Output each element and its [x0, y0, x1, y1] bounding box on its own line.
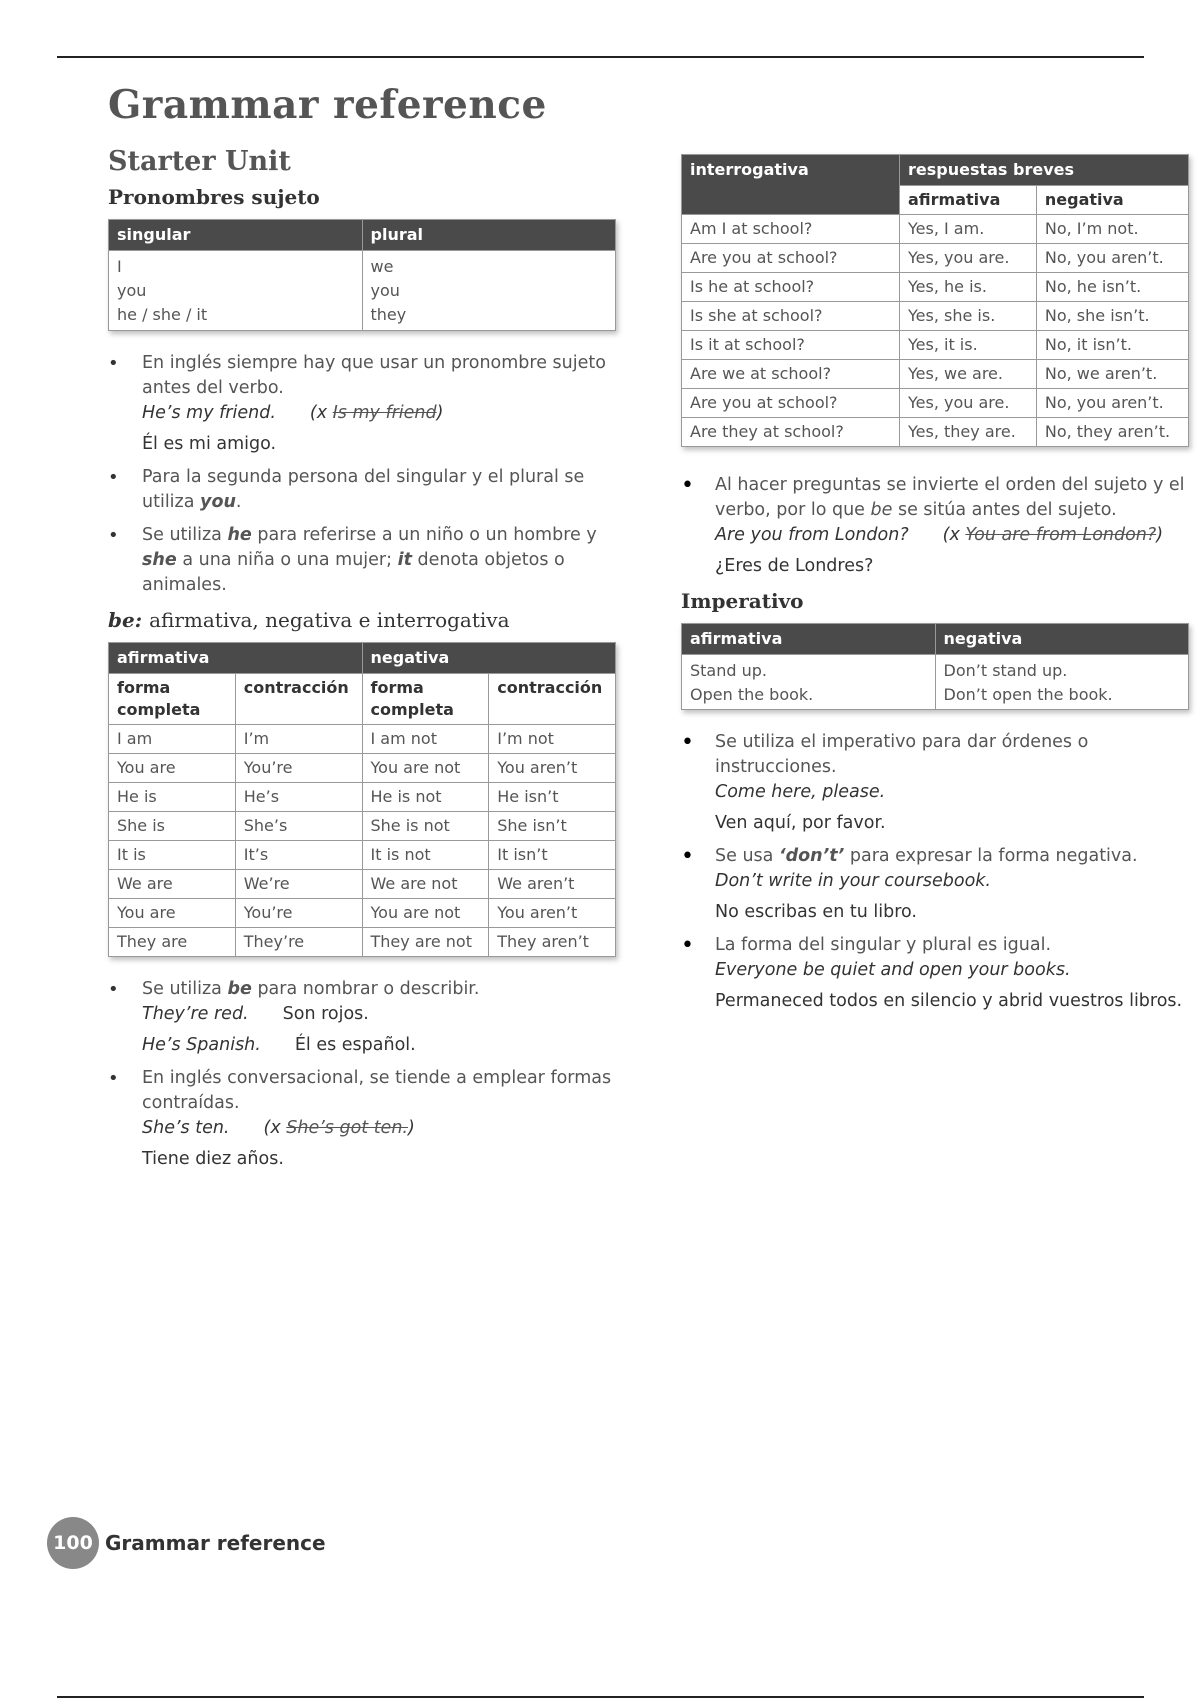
wrong-example: Is my friend: [332, 403, 437, 423]
table-cell: He’s: [235, 783, 362, 812]
note-item: • Para la segunda persona del singular y el plural se utiliza you.: [108, 465, 616, 515]
table-row: [109, 725, 616, 754]
note-item: • Se usa ‘don’t’ para expresar la forma negativa. Don’t write in your coursebook. No escribas en tu libro.: [681, 844, 1189, 925]
table-cell: It’s: [235, 841, 362, 870]
table-cell: Is it at school?: [682, 331, 900, 360]
note-item: • Se utiliza el imperativo para dar órdenes o instrucciones. Come here, please. Ven aquí, por favor.: [681, 730, 1189, 836]
table-cell: You are not: [362, 754, 489, 783]
subheader: forma completa: [109, 674, 236, 725]
table-row: [682, 244, 1189, 273]
table-cell: She’s: [235, 812, 362, 841]
table-cell: Are you at school?: [682, 389, 900, 418]
translation: Permaneced todos en silencio y abrid vuestros libros.: [715, 991, 1183, 1011]
afirmativa-cell: Stand up. Open the book.: [682, 655, 936, 710]
table-cell: Are they at school?: [682, 418, 900, 447]
table-row: [109, 812, 616, 841]
header-afirmativa: afirmativa: [109, 643, 363, 674]
page-number: 100: [47, 1517, 99, 1569]
singular-cell: [109, 251, 363, 331]
table-row: [682, 360, 1189, 389]
example: Are you from London? (x You are from London?): [715, 525, 1164, 545]
pronoun: you: [370, 281, 400, 300]
top-rule: [57, 56, 1144, 58]
interrogativa-table: [681, 154, 1189, 447]
table-cell: No, you aren’t.: [1036, 244, 1188, 273]
translation: Él es mi amigo.: [142, 434, 277, 454]
pronoun: we: [370, 257, 394, 276]
table-cell: Are you at school?: [682, 244, 900, 273]
header-plural: plural: [362, 220, 616, 251]
right-column: [681, 154, 1189, 1024]
table-cell: We’re: [235, 870, 362, 899]
imperativo-notes: [681, 730, 1189, 1014]
table-cell: Yes, you are.: [900, 244, 1037, 273]
example: He’s my friend. (x Is my friend): [142, 403, 444, 423]
translation: No escribas en tu libro.: [715, 902, 917, 922]
table-cell: You are: [109, 899, 236, 928]
table-cell: I’m not: [489, 725, 616, 754]
pronoun: you: [117, 281, 147, 300]
plural-cell: [362, 251, 616, 331]
header-negativa: negativa: [935, 624, 1189, 655]
example: He’s Spanish. Él es español.: [142, 1035, 416, 1055]
header-interrogativa: interrogativa: [682, 155, 900, 215]
table-cell: Yes, we are.: [900, 360, 1037, 389]
table-cell: They aren’t: [489, 928, 616, 957]
negativa-cell: Don’t stand up. Don’t open the book.: [935, 655, 1189, 710]
example: Don’t write in your coursebook.: [715, 871, 991, 891]
table-row: [682, 273, 1189, 302]
table-cell: No, it isn’t.: [1036, 331, 1188, 360]
table-cell: They are: [109, 928, 236, 957]
unit-title: Starter Unit: [108, 146, 291, 177]
note-item: • Se utiliza he para referirse a un niño o un hombre y she a una niña o una mujer; it denota objetos o animales.: [108, 523, 616, 598]
table-row: [682, 418, 1189, 447]
pronombres-notes: [108, 351, 616, 598]
table-cell: We are not: [362, 870, 489, 899]
pronombres-table: [108, 219, 616, 331]
table-cell: You’re: [235, 754, 362, 783]
subheader: forma completa: [362, 674, 489, 725]
pronoun: he / she / it: [117, 305, 208, 324]
table-cell: He is: [109, 783, 236, 812]
note-item: • Al hacer preguntas se invierte el orden del sujeto y el verbo, por lo que be se sitúa antes del sujeto. Are you from London? (x You are from London?) ¿Eres de Londres?: [681, 473, 1189, 579]
left-column: [108, 146, 616, 1182]
table-cell: No, they aren’t.: [1036, 418, 1188, 447]
pronoun: I: [117, 257, 122, 276]
table-row: [682, 389, 1189, 418]
header-respuestas: respuestas breves: [900, 155, 1189, 186]
table-cell: We aren’t: [489, 870, 616, 899]
subheader: negativa: [1036, 186, 1188, 215]
table-cell: Yes, I am.: [900, 215, 1037, 244]
table-cell: He isn’t: [489, 783, 616, 812]
table-row: [682, 215, 1189, 244]
wrong-example: You are from London?: [965, 525, 1157, 545]
translation: ¿Eres de Londres?: [715, 556, 874, 576]
subheader: afirmativa: [900, 186, 1037, 215]
table-cell: She is not: [362, 812, 489, 841]
table-cell: Yes, it is.: [900, 331, 1037, 360]
translation: Ven aquí, por favor.: [715, 813, 886, 833]
table-cell: No, we aren’t.: [1036, 360, 1188, 389]
table-row: [109, 899, 616, 928]
table-cell: I am: [109, 725, 236, 754]
table-cell: Yes, they are.: [900, 418, 1037, 447]
table-cell: Yes, he is.: [900, 273, 1037, 302]
table-cell: She isn’t: [489, 812, 616, 841]
table-cell: You aren’t: [489, 754, 616, 783]
translation: Tiene diez años.: [142, 1149, 284, 1169]
table-cell: It is not: [362, 841, 489, 870]
table-cell: I am not: [362, 725, 489, 754]
table-row: [109, 870, 616, 899]
subheader: contracción: [235, 674, 362, 725]
example: Everyone be quiet and open your books.: [715, 960, 1071, 980]
table-cell: No, I’m not.: [1036, 215, 1188, 244]
table-cell: You’re: [235, 899, 362, 928]
table-row: [109, 783, 616, 812]
note-item: • En inglés conversacional, se tiende a emplear formas contraídas. She’s ten. (x She’s got ten.) Tiene diez años.: [108, 1066, 616, 1172]
table-cell: No, she isn’t.: [1036, 302, 1188, 331]
table-row: [682, 302, 1189, 331]
example: She’s ten. (x She’s got ten.): [142, 1118, 415, 1138]
bottom-rule: [57, 1696, 1144, 1698]
pronoun: they: [370, 305, 407, 324]
be-table: [108, 642, 616, 957]
table-cell: You are not: [362, 899, 489, 928]
table-cell: No, you aren’t.: [1036, 389, 1188, 418]
table-cell: Are we at school?: [682, 360, 900, 389]
table-cell: Is she at school?: [682, 302, 900, 331]
table-cell: Yes, you are.: [900, 389, 1037, 418]
interrogativa-notes: [681, 473, 1189, 579]
header-afirmativa: afirmativa: [682, 624, 936, 655]
footer-title: Grammar reference: [105, 1531, 326, 1555]
table-cell: It isn’t: [489, 841, 616, 870]
example: Come here, please.: [715, 782, 886, 802]
header-singular: singular: [109, 220, 363, 251]
table-row: [682, 331, 1189, 360]
table-cell: You are: [109, 754, 236, 783]
page-footer: [47, 1517, 326, 1569]
table-row: [109, 841, 616, 870]
table-row: [109, 928, 616, 957]
table-cell: Am I at school?: [682, 215, 900, 244]
table-cell: They’re: [235, 928, 362, 957]
be-notes: [108, 977, 616, 1172]
wrong-example: She’s got ten.: [286, 1118, 408, 1138]
subheader: contracción: [489, 674, 616, 725]
table-row: [109, 754, 616, 783]
pronombres-heading: Pronombres sujeto: [108, 185, 320, 209]
header-negativa: negativa: [362, 643, 616, 674]
note-item: • En inglés siempre hay que usar un pronombre sujeto antes del verbo. He’s my friend. (x Is my friend) Él es mi amigo.: [108, 351, 616, 457]
table-cell: I’m: [235, 725, 362, 754]
page-title: Grammar reference: [108, 82, 547, 128]
table-cell: He is not: [362, 783, 489, 812]
example: They’re red. Son rojos.: [142, 1004, 369, 1024]
table-cell: No, he isn’t.: [1036, 273, 1188, 302]
imperativo-heading: Imperativo: [681, 589, 804, 613]
table-cell: You aren’t: [489, 899, 616, 928]
table-cell: It is: [109, 841, 236, 870]
note-item: • Se utiliza be para nombrar o describir. They’re red. Son rojos. He’s Spanish. Él es español.: [108, 977, 616, 1058]
table-cell: Yes, she is.: [900, 302, 1037, 331]
table-cell: We are: [109, 870, 236, 899]
note-item: • La forma del singular y plural es igual. Everyone be quiet and open your books. Permaneced todos en silencio y abrid vuestros libros.: [681, 933, 1189, 1014]
table-cell: They are not: [362, 928, 489, 957]
imperativo-table: [681, 623, 1189, 710]
table-cell: She is: [109, 812, 236, 841]
be-heading: be: afirmativa, negativa e interrogativa: [108, 608, 510, 632]
table-cell: Is he at school?: [682, 273, 900, 302]
